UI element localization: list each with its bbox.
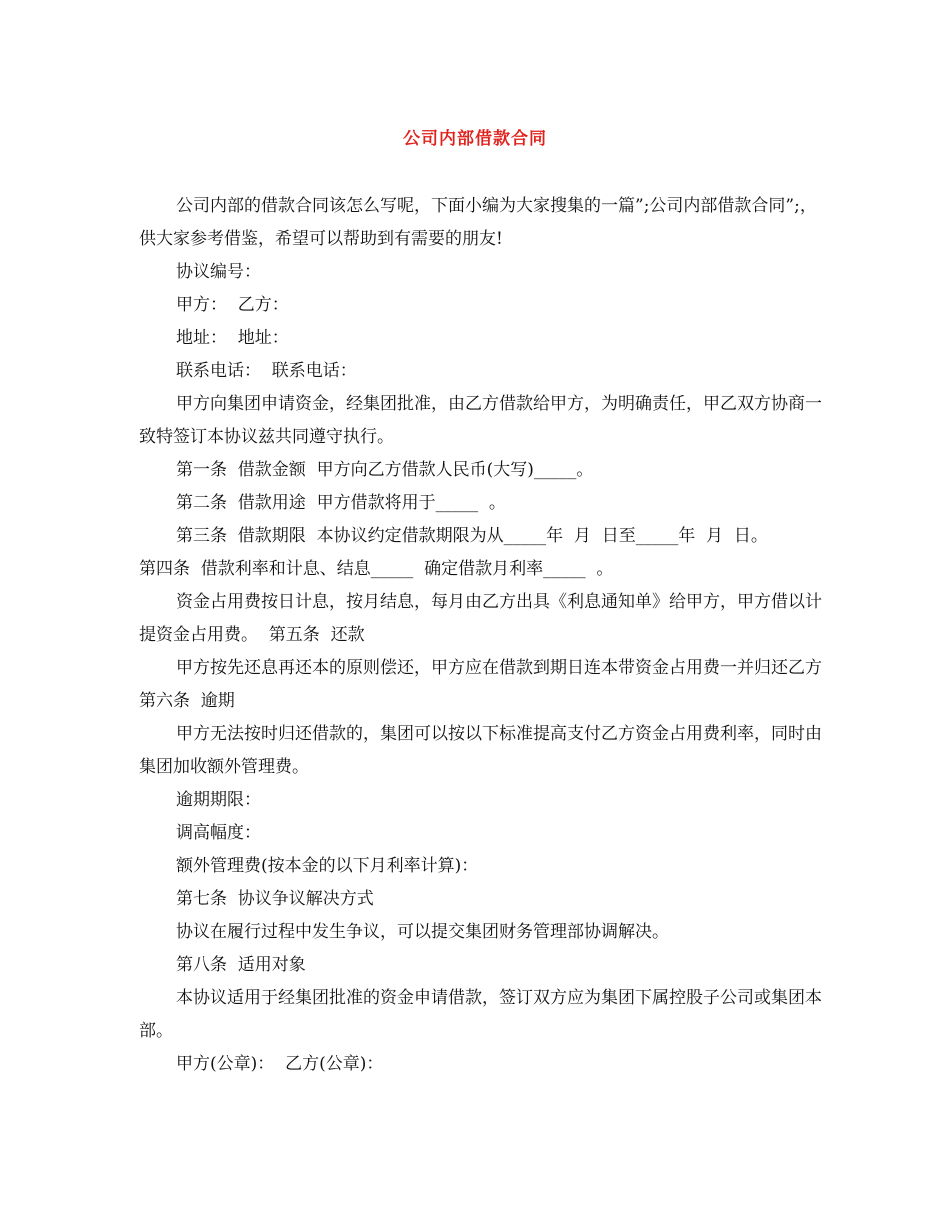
intro-paragraph: 公司内部的借款合同该怎么写呢，下面小编为大家搜集的一篇”;公司内部借款合同”;，供大家参考借鉴，希望可以帮助到有需要的朋友! — [139, 196, 817, 249]
rate-increase-line: 调高幅度： — [176, 823, 261, 843]
applicability-paragraph: 本协议适用于经集团批准的资金申请借款，签订双方应为集团下属控股子公司或集团本部。 — [139, 988, 822, 1041]
party-names-line: 甲方： 乙方： — [176, 295, 289, 315]
overdue-period-line: 逾期期限： — [176, 790, 261, 810]
overdue-paragraph: 甲方无法按时归还借款的，集团可以按以下标准提高支付乙方资金占用费利率，同时由集团加收额外管理费。 — [139, 724, 822, 777]
seal-line: 甲方(公章)： 乙方(公章)： — [176, 1054, 384, 1074]
dispute-resolution-paragraph: 协议在履行过程中发生争议，可以提交集团财务管理部协调解决。 — [176, 922, 669, 942]
article-2-purpose: 第二条 借款用途 甲方借款将用于_____ 。 — [176, 493, 506, 513]
repayment-paragraph: 甲方按先还息再还本的原则偿还，甲方应在借款到期日连本带资金占用费一并归还乙方 第六条 逾期 — [139, 658, 833, 711]
agreement-number-line: 协议编号： — [176, 262, 261, 282]
article-1-amount: 第一条 借款金额 甲方向乙方借款人民币(大写)_____。 — [176, 460, 594, 480]
article-7-heading: 第七条 协议争议解决方式 — [176, 889, 374, 909]
preamble-paragraph: 甲方向集团申请资金，经集团批准，由乙方借款给甲方，为明确责任，甲乙双方协商一致特签订本协议兹共同遵守执行。 — [139, 394, 822, 447]
article-3-term: 第三条 借款期限 本协议约定借款期限为从_____年 月 日至_____年 月 日。 — [176, 526, 768, 546]
article-4-interest: 第四条 借款利率和计息、结息_____ 确定借款月利率_____ 。 — [139, 559, 614, 579]
document-body — [139, 190, 833, 1081]
document-title: 公司内部借款合同 — [403, 129, 547, 149]
extra-fee-line: 额外管理费(按本金的以下月利率计算)： — [176, 856, 479, 876]
article-8-heading: 第八条 适用对象 — [176, 955, 306, 975]
party-phones-line: 联系电话： 联系电话： — [176, 361, 357, 381]
party-addresses-line: 地址： 地址： — [176, 328, 289, 348]
fee-calculation-paragraph: 资金占用费按日计息，按月结息，每月由乙方出具《利息通知单》给甲方，甲方借以计提资金占用费。 第五条 还款 — [139, 592, 822, 645]
